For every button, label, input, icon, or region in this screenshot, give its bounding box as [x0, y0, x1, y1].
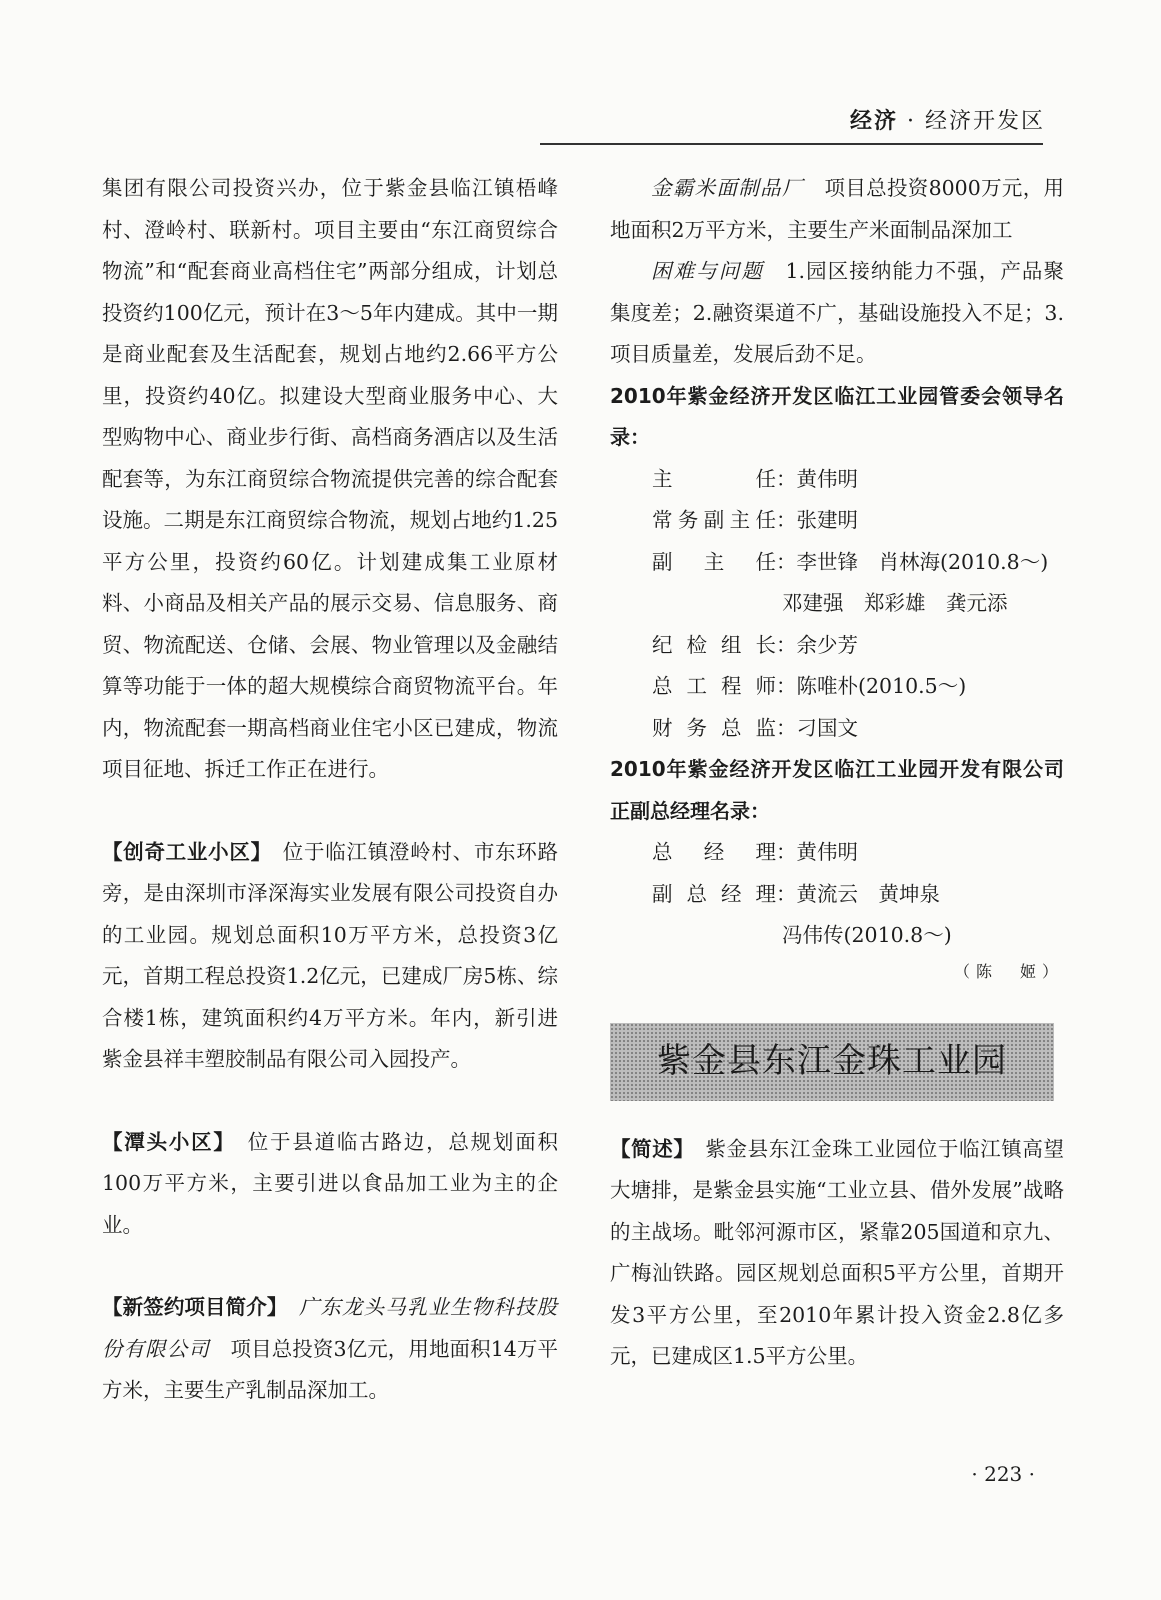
- subheading: 困难与问题: [651, 259, 764, 283]
- left-column: [102, 168, 558, 1412]
- section-keyword: 【简述】: [610, 1136, 685, 1161]
- paragraph-jinba: 金霸米面制品厂 项目总投资8000万元，用地面积2万平方米，主要生产米面制品深加工: [610, 176, 1065, 242]
- position-title-char: 副: [652, 549, 673, 574]
- position-title-char: 经: [721, 881, 742, 906]
- list-item: [610, 666, 1064, 708]
- position-title-char: 总: [686, 881, 707, 906]
- position-title-char: 工: [686, 674, 707, 698]
- leadership-list-title: 2010年紫金经济开发区临江工业园管委会领导名录：: [610, 383, 1064, 449]
- position-title: [652, 832, 776, 874]
- list-item: [610, 874, 1064, 916]
- running-header: [850, 104, 1045, 135]
- paragraph-continued: 集团有限公司投资兴办，位于紫金县临江镇梧峰村、澄岭村、联新村。项目主要由“东江商贸综合物流”和“配套商业高档住宅”两部分组成，计划总投资约100亿元，预计在3～5年内建成。其中一期是商业配套及生活配套，规划占地约2.66平方公里，投资约40亿。拟建设大型商业服务中心、大型购物中心、商业步行街、高档商务酒店以及生活配套等，为东江商贸综合物流提供完善的综合配套设施。二期是东江商贸综合物流，规划占地约1.25平方公里，投资约60亿。计划建成集工业原材料、小商品及相关产品的展示交易、信息服务、商贸、物流配送、仓储、会展、物业管理以及金融结算等功能于一体的超大规模综合商贸物流平台。年内，物流配套一期高档商业住宅小区已建成，物流项目征地、拆迁工作正在进行。: [102, 176, 558, 781]
- person-names: ：黄伟明: [776, 466, 858, 491]
- page-number: · 223 ·: [971, 1462, 1035, 1486]
- position-title-char: 主: [652, 466, 673, 491]
- section-keyword: 【新签约项目简介】: [102, 1295, 278, 1319]
- position-title: [652, 874, 776, 916]
- person-names: ：张建明: [776, 508, 858, 532]
- author-credit: （陈 姬）: [953, 961, 1064, 981]
- section-banner: 紫金县东江金珠工业园: [610, 1023, 1054, 1101]
- paragraph-summary: 【简述】 紫金县东江金珠工业园位于临江镇高望大塘排，是紫金县实施“工业立县、借外发展”战略的主战场。毗邻河源市区，紧靠205国道和京九、广梅汕铁路。园区规划总面积5平方公里，首期开发3平方公里，至2010年累计投入资金2.8亿多元，已建成区1.5平方公里。: [610, 1136, 1065, 1368]
- header-dot: ·: [906, 109, 916, 134]
- position-title-char: 主: [703, 549, 725, 574]
- list-item-continued: 邓建强 郑彩雄 龚元添: [782, 591, 1008, 615]
- list-item: [610, 625, 1064, 667]
- person-names: ：刁国文: [776, 715, 858, 740]
- list-item: [610, 542, 1064, 584]
- position-title: [652, 542, 776, 584]
- position-title-char: 副: [703, 508, 725, 532]
- position-title-char: 务: [677, 508, 699, 532]
- managers-list: [610, 832, 1064, 957]
- position-title-char: 经: [703, 840, 725, 864]
- position-title-char: 主: [729, 508, 751, 532]
- position-title-char: 总: [652, 840, 673, 864]
- person-names: ：余少芳: [776, 632, 858, 657]
- position-title: [652, 459, 776, 501]
- position-title-char: 务: [686, 715, 707, 740]
- header-section: 经济: [849, 109, 898, 134]
- paragraph-problems: 困难与问题 1.园区接纳能力不强，产品聚集度差；2.融资渠道不广，基础设施投入不足；3.项目质量差，发展后劲不足。: [610, 259, 1065, 366]
- position-title-char: 理: [755, 840, 776, 864]
- position-title-char: 纪: [652, 632, 673, 657]
- position-title-char: 财: [652, 715, 673, 740]
- list-item: [610, 459, 1064, 501]
- position-title-char: 程: [721, 674, 742, 698]
- position-title-char: 总: [652, 674, 673, 698]
- list-item: [610, 708, 1064, 750]
- position-title-char: 理: [755, 881, 776, 906]
- position-title-char: 任: [755, 466, 776, 491]
- list-item: [610, 832, 1064, 874]
- position-title-char: 组: [721, 632, 742, 657]
- position-title-char: 检: [686, 632, 707, 657]
- position-title-char: 副: [652, 881, 673, 906]
- list-item-continued: 冯伟传(2010.8～): [782, 923, 952, 947]
- paragraph-new-projects: 【新签约项目简介】 广东龙头马乳业生物科技股份有限公司 项目总投资3亿元，用地面积14万平方米，主要生产乳制品深加工。: [102, 1295, 559, 1402]
- header-rule: [540, 143, 1043, 145]
- right-column: [610, 168, 1064, 1378]
- person-names: ：黄流云 黄坤泉: [776, 881, 940, 906]
- position-title: [652, 500, 776, 542]
- position-title-char: 任: [755, 549, 776, 574]
- paragraph-chuangqi: 【创奇工业小区】 位于临江镇澄岭村、市东环路旁，是由深圳市泽深海实业发展有限公司投资自办的工业园。规划总面积10万平方米，总投资3亿元，首期工程总投资1.2亿元，已建成厂房5栋、综合楼1栋，建筑面积约4万平方米。年内，新引进紫金县祥丰塑胶制品有限公司入园投产。: [102, 839, 559, 1071]
- company-name: 金霸米面制品厂: [651, 176, 804, 200]
- section-keyword: 【潭头小区】: [102, 1129, 226, 1154]
- list-item: [610, 500, 1064, 542]
- managers-list-title: 2010年紫金经济开发区临江工业园开发有限公司正副总经理名录：: [610, 757, 1064, 823]
- position-title-char: 长: [755, 632, 776, 657]
- position-title-char: 常: [652, 508, 673, 532]
- paragraph-tantou: 【潭头小区】 位于县道临古路边，总规划面积100万平方米，主要引进以食品加工业为主的企业。: [102, 1129, 559, 1237]
- position-title-char: 师: [755, 674, 776, 698]
- company-name: 广东龙头马乳业生物科技股份有限公司: [102, 1295, 559, 1361]
- position-title-char: 总: [721, 715, 742, 740]
- leadership-list: [610, 459, 1064, 750]
- position-title: [652, 708, 776, 750]
- person-names: ：陈唯朴(2010.5～): [776, 674, 967, 698]
- position-title: [652, 625, 776, 667]
- person-names: ：李世锋 肖林海(2010.8～): [776, 549, 1049, 574]
- position-title: [652, 666, 776, 708]
- section-keyword: 【创奇工业小区】: [102, 839, 262, 864]
- header-subsection: 经济开发区: [924, 109, 1045, 134]
- position-title-char: 监: [755, 715, 776, 740]
- person-names: ：黄伟明: [776, 840, 858, 864]
- position-title-char: 任: [755, 508, 776, 532]
